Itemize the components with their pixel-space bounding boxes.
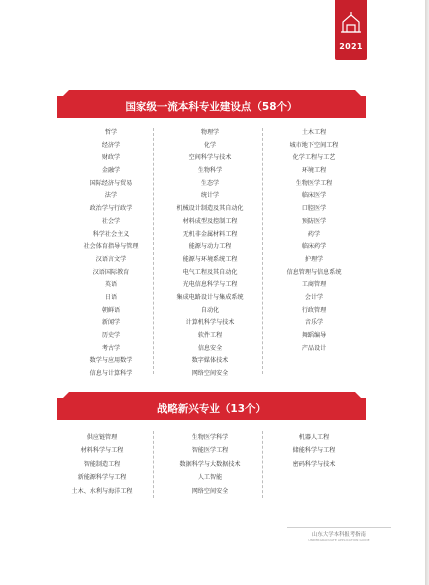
- major-item: 密码科学与技术: [292, 460, 336, 468]
- major-item: 统计学: [200, 192, 220, 200]
- major-item: 舞蹈编导: [301, 332, 327, 339]
- major-item: 经济学: [101, 141, 121, 149]
- major-item: 网络空间安全: [191, 487, 229, 495]
- major-item: 临床药学: [301, 243, 327, 251]
- major-item: 日语: [104, 293, 118, 301]
- major-item: 口腔医学: [301, 205, 327, 213]
- major-item: 智能医学工程: [191, 447, 229, 455]
- strategic-list-col3: [254, 431, 374, 471]
- major-item: 无机非金属材料工程: [182, 230, 238, 238]
- major-item: 社会学: [101, 217, 121, 225]
- major-item: 朝鲜语: [101, 306, 121, 314]
- major-item: 能源与动力工程: [188, 243, 232, 251]
- footer-rule: [287, 527, 391, 528]
- major-item: 国际经济与贸易: [89, 179, 133, 187]
- major-item: 供应链管理: [86, 434, 118, 441]
- major-item: 科学社会主义: [92, 230, 130, 238]
- major-item: 城市地下空间工程: [289, 141, 339, 149]
- major-item: 机械设计制造及其自动化: [176, 205, 244, 213]
- major-item: 数学与应用数学: [89, 357, 133, 365]
- major-item: 护理学: [304, 255, 324, 263]
- major-item: 化学: [203, 141, 217, 149]
- major-item: 空间科学与技术: [188, 154, 232, 162]
- major-item: 政治学与行政学: [89, 205, 133, 213]
- major-item: 光电信息科学与工程: [182, 281, 238, 289]
- major-item: 信息与计算科学: [89, 370, 133, 378]
- major-item: 人工智能: [197, 474, 223, 482]
- major-item: 历史学: [101, 332, 121, 339]
- major-item: 材料科学与工程: [80, 447, 124, 455]
- major-item: 土木、水利与海洋工程: [71, 487, 133, 495]
- major-item: 网络空间安全: [191, 370, 229, 378]
- major-item: 生物科学: [197, 167, 223, 175]
- section-title-first-class: 国家级一流本科专业建设点（58个）: [57, 96, 366, 118]
- major-item: 汉语言文学: [95, 255, 127, 263]
- major-item: 机器人工程: [298, 434, 330, 441]
- university-logo: [335, 0, 367, 60]
- page-fold: [425, 0, 429, 585]
- major-item: 生物医学工程: [295, 179, 333, 187]
- major-item: 计算机科学与技术: [185, 319, 235, 327]
- major-item: 信息安全: [197, 344, 223, 352]
- major-item: 物理学: [200, 129, 220, 136]
- major-item: 材料成型及控制工程: [182, 217, 238, 225]
- column-divider: [262, 128, 263, 374]
- footer-title: 山东大学本科报考指南: [312, 532, 366, 538]
- logo-year: 2021: [339, 42, 363, 51]
- major-item: 自动化: [200, 306, 220, 314]
- building-icon: [340, 12, 362, 34]
- major-item: 哲学: [104, 129, 118, 136]
- major-item: 考古学: [101, 344, 121, 352]
- major-item: 储能科学与工程: [292, 447, 336, 455]
- major-item: 数据科学与大数据技术: [179, 460, 241, 468]
- major-item: 英语: [104, 281, 118, 289]
- major-item: 财政学: [101, 154, 121, 162]
- major-item: 会计学: [304, 293, 324, 301]
- strategic-list-col1: [42, 431, 162, 498]
- major-item: 汉语国际教育: [92, 268, 130, 276]
- column-divider: [153, 431, 154, 498]
- major-item: 新能源科学与工程: [77, 474, 127, 482]
- major-item: 软件工程: [197, 332, 223, 339]
- strategic-list-col2: [150, 431, 270, 498]
- major-item: 工商管理: [301, 281, 327, 289]
- major-item: 生物医学科学: [191, 434, 229, 441]
- major-item: 电气工程及其自动化: [182, 268, 238, 276]
- major-item: 产品设计: [301, 344, 327, 352]
- column-divider: [262, 431, 263, 498]
- major-item: 数字媒体技术: [191, 357, 229, 365]
- major-item: 智能制造工程: [83, 460, 121, 468]
- footer-subtitle: UNDERGRADUATE APPLICATION GUIDE: [308, 538, 370, 542]
- major-item: 能源与环境系统工程: [182, 255, 238, 263]
- major-item: 新闻学: [101, 319, 121, 327]
- major-item: 药学: [307, 230, 321, 238]
- major-item: 行政管理: [301, 306, 327, 314]
- major-item: 金融学: [101, 167, 121, 175]
- major-list-col3: [254, 127, 374, 355]
- major-item: 化学工程与工艺: [292, 154, 336, 162]
- major-item: 生态学: [200, 179, 220, 187]
- major-list-col2: [150, 127, 270, 381]
- major-item: 法学: [104, 192, 118, 200]
- major-item: 信息管理与信息系统: [286, 268, 342, 276]
- major-item: 临床医学: [301, 192, 327, 200]
- major-item: 预防医学: [301, 217, 327, 225]
- major-item: 环境工程: [301, 167, 327, 175]
- section-title-strategic: 战略新兴专业（13个）: [57, 398, 366, 420]
- major-item: 集成电路设计与集成系统: [176, 293, 244, 301]
- major-item: 土木工程: [301, 129, 327, 136]
- major-item: 社会体育指导与管理: [83, 243, 139, 251]
- column-divider: [153, 128, 154, 374]
- major-item: 音乐学: [304, 319, 324, 327]
